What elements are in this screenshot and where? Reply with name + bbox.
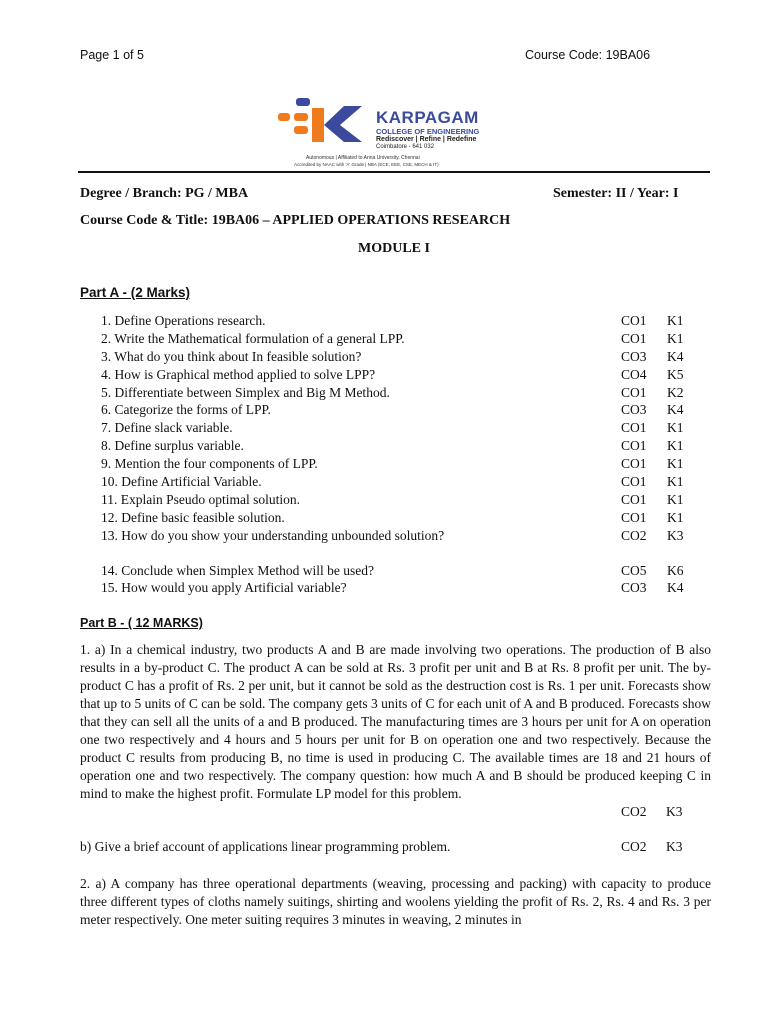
college-accreditation: Accredited by NAAC with 'A' Grade | NBA (ECE, EEE, CSE, MECH & IT) xyxy=(294,162,439,167)
course-outcome: CO1 xyxy=(621,491,647,507)
list-item xyxy=(101,455,711,473)
part-b-question-1a: 1. a) In a chemical industry, two products A and B are made involving two operations. The production of B also results in a by-product C. The product A can be sold at Rs. 3 profit per unit and B at Rs. 8 profit per unit. The by-product C has a profit of Rs. 2 per unit, but it cannot be sold as the destruction cost is Rs. 1 per unit. Forecasts show that up to 5 units of C can be sold. The company gets 3 units of C for each unit of A and B produced. Forecasts show that they can sell all the units of a and B produced. The manufacturing times are 3 hours per unit for A on operation one two respectively and 4 hours and 5 hours per unit for B on operation one and two respectively. Because the product C results from producing B, no time is used in producing C. The available times are 18 and 21 hours of operation one and two respectively. The company question: how much A and B should be produced keeping C in mind to make the highest profit. Formulate LP model for this problem. xyxy=(80,642,711,801)
list-item xyxy=(101,312,711,330)
question-text: 3. What do you think about In feasible solution? xyxy=(101,348,362,364)
knowledge-level: K4 xyxy=(667,402,684,418)
question-text: 1. Define Operations research. xyxy=(101,313,266,328)
course-outcome: CO1 xyxy=(621,330,647,346)
part-a-question-list xyxy=(101,312,711,597)
knowledge-level: K3 xyxy=(666,804,683,819)
course-outcome: CO1 xyxy=(621,456,647,472)
course-outcome: CO5 xyxy=(621,562,647,578)
question-text: 9. Mention the four components of LPP. xyxy=(101,456,318,472)
question-text: 15. How would you apply Artificial variable? xyxy=(101,580,347,596)
course-outcome: CO1 xyxy=(621,509,647,525)
knowledge-level: K2 xyxy=(667,384,684,400)
list-item xyxy=(101,527,711,545)
course-outcome: CO3 xyxy=(621,348,647,364)
list-item xyxy=(101,348,711,366)
knowledge-level: K1 xyxy=(667,456,684,472)
list-item xyxy=(101,401,711,419)
knowledge-level: K1 xyxy=(667,438,684,454)
knowledge-level: K4 xyxy=(667,580,684,596)
course-outcome: CO4 xyxy=(621,366,647,382)
course-title: Course Code & Title: 19BA06 – APPLIED OPERATIONS RESEARCH xyxy=(80,213,511,228)
course-outcome: CO2 xyxy=(621,839,647,854)
karpagam-k-icon xyxy=(278,96,378,156)
course-outcome: CO1 xyxy=(621,420,647,436)
course-code-header: Course Code: 19BA06 xyxy=(525,48,651,62)
course-outcome: CO1 xyxy=(621,474,647,490)
question-text: 11. Explain Pseudo optimal solution. xyxy=(101,491,300,507)
knowledge-level: K1 xyxy=(667,509,684,525)
knowledge-level: K3 xyxy=(666,839,683,854)
course-outcome: CO2 xyxy=(621,804,647,819)
semester-year: Semester: II / Year: I xyxy=(553,186,679,201)
course-outcome: CO1 xyxy=(621,438,647,454)
list-item xyxy=(101,366,711,384)
knowledge-level: K5 xyxy=(667,366,684,382)
question-text: 6. Categorize the forms of LPP. xyxy=(101,402,271,418)
part-b-question-1b: b) Give a brief account of applications linear programming problem. xyxy=(80,839,451,854)
question-text: 12. Define basic feasible solution. xyxy=(101,509,285,525)
list-item xyxy=(101,330,711,348)
knowledge-level: K4 xyxy=(667,348,684,364)
question-text: 4. How is Graphical method applied to solve LPP? xyxy=(101,366,376,382)
knowledge-level: K1 xyxy=(667,330,684,346)
question-text: 13. How do you show your understanding unbounded solution? xyxy=(101,527,445,543)
page-number: Page 1 of 5 xyxy=(80,48,144,62)
list-item xyxy=(101,562,711,580)
knowledge-level: K1 xyxy=(667,313,684,328)
question-text: 2. Write the Mathematical formulation of a general LPP. xyxy=(101,330,405,346)
list-item xyxy=(101,419,711,437)
college-subtitle: COLLEGE OF ENGINEERING xyxy=(376,127,480,136)
college-name: KARPAGAM xyxy=(376,108,479,127)
college-logo xyxy=(278,96,523,167)
question-text: 14. Conclude when Simplex Method will be used? xyxy=(101,562,374,578)
knowledge-level: K3 xyxy=(667,527,684,543)
course-outcome: CO3 xyxy=(621,402,647,418)
course-outcome: CO1 xyxy=(621,384,647,400)
college-location: Coimbatore - 641 032 xyxy=(376,144,435,150)
knowledge-level: K1 xyxy=(667,474,684,490)
list-item xyxy=(101,384,711,402)
knowledge-level: K6 xyxy=(667,562,684,578)
part-b-question-2a: 2. a) A company has three operational departments (weaving, processing and packing) with capacity to produce three different types of cloths namely suitings, shirting and woolens yielding the profit of Rs. 2, Rs. 4 and Rs. 3 per meter respectively. One meter suiting requires 3 minutes in weaving, 2 minutes in xyxy=(80,876,711,927)
question-text: 8. Define surplus variable. xyxy=(101,438,244,454)
course-outcome: CO2 xyxy=(621,527,647,543)
college-tagline: Rediscover | Refine | Redefine xyxy=(376,136,477,143)
list-item xyxy=(101,473,711,491)
knowledge-level: K1 xyxy=(667,491,684,507)
header-divider xyxy=(78,171,710,173)
degree-branch: Degree / Branch: PG / MBA xyxy=(80,186,249,201)
list-item xyxy=(101,437,711,455)
list-item xyxy=(101,491,711,509)
question-text: 7. Define slack variable. xyxy=(101,420,233,436)
course-outcome: CO3 xyxy=(621,580,647,596)
course-outcome: CO1 xyxy=(621,313,647,328)
part-b-heading: Part B - ( 12 MARKS) xyxy=(80,616,203,630)
module-heading: MODULE I xyxy=(358,241,430,256)
part-a-heading: Part A - (2 Marks) xyxy=(80,285,191,300)
list-item xyxy=(101,509,711,527)
question-text: 10. Define Artificial Variable. xyxy=(101,474,262,490)
knowledge-level: K1 xyxy=(667,420,684,436)
college-affiliation: Autonomous | Affiliated to Anna University, Chennai xyxy=(306,155,420,161)
question-text: 5. Differentiate between Simplex and Big M Method. xyxy=(101,384,390,400)
list-item xyxy=(101,579,711,597)
